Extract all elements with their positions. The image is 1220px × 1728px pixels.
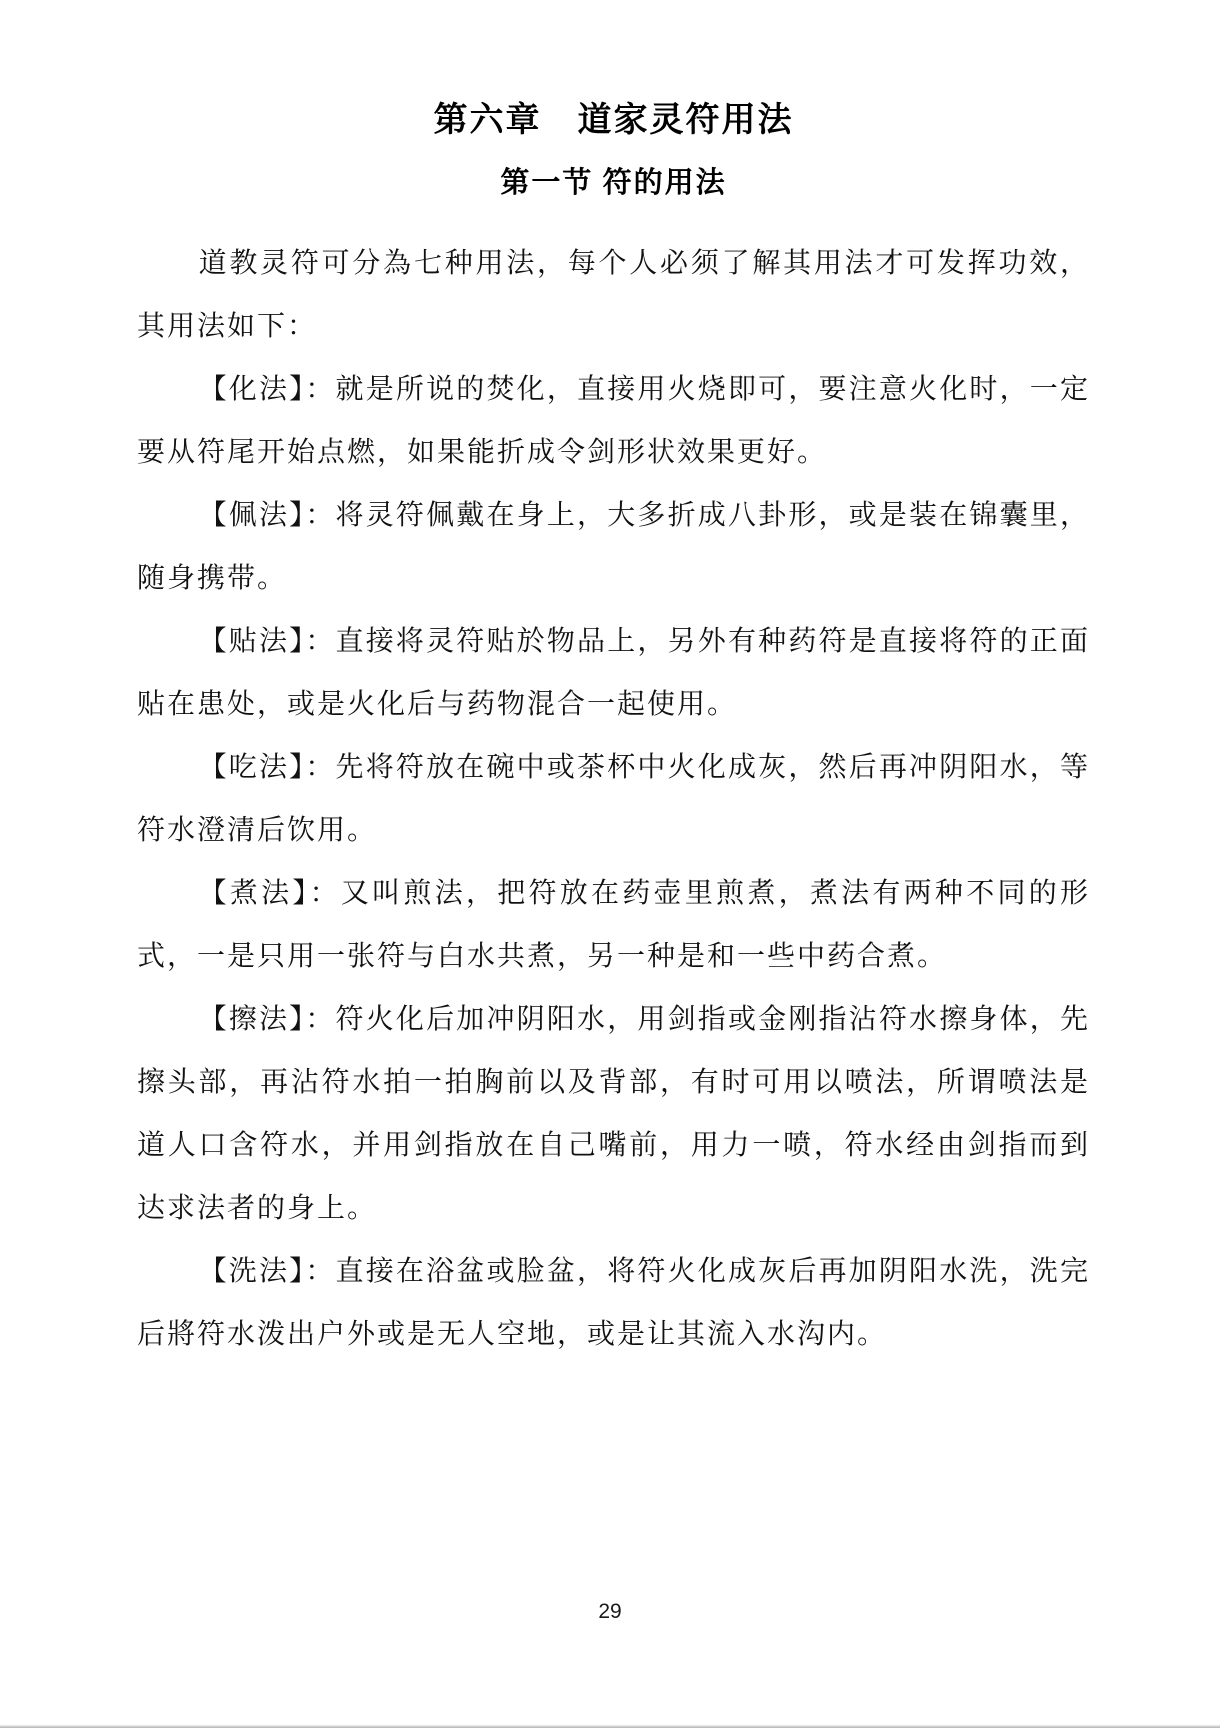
paragraph-chi-fa: 【吃法】：先将符放在碗中或茶杯中火化成灰，然后再冲阴阳水，等符水澄清后饮用。 [137,752,1090,846]
paragraph-zhu-fa: 【煮法】：又叫煎法，把符放在药壶里煎煮，煮法有两种不同的形式，一是只用一张符与白水共煮，另一种是和一些中药合煮。 [137,878,1090,972]
paragraph-intro: 道教灵符可分為七种用法，每个人必须了解其用法才可发挥功效，其用法如下： [137,248,1090,342]
paragraph-hua-fa: 【化法】：就是所说的焚化，直接用火烧即可，要注意火化时，一定要从符尾开始点燃，如果能折成令剑形状效果更好。 [137,374,1090,468]
paragraph-xi-fa: 【洗法】：直接在浴盆或脸盆，将符火化成灰后再加阴阳水洗，洗完后將符水泼出户外或是无人空地，或是让其流入水沟内。 [137,1256,1090,1350]
section-title: 第一节 符的用法 [500,167,727,199]
paragraph-pei-fa: 【佩法】：将灵符佩戴在身上，大多折成八卦形，或是装在锦囊里，随身携带。 [137,500,1090,594]
chapter-title: 第六章 道家灵符用法 [433,102,794,139]
page-number: 29 [598,1600,622,1623]
paragraph-tie-fa: 【贴法】：直接将灵符贴於物品上，另外有种药符是直接将符的正面贴在患处，或是火化后与药物混合一起使用。 [137,626,1090,720]
paragraph-ca-fa: 【擦法】：符火化后加冲阴阳水，用剑指或金刚指沾符水擦身体，先擦头部，再沾符水拍一拍胸前以及背部，有时可用以喷法，所谓喷法是道人口含符水，并用剑指放在自己嘴前，用力一喷，符水经由剑指而到达求法者的身上。 [137,1004,1090,1224]
body-content [137,232,1090,1366]
